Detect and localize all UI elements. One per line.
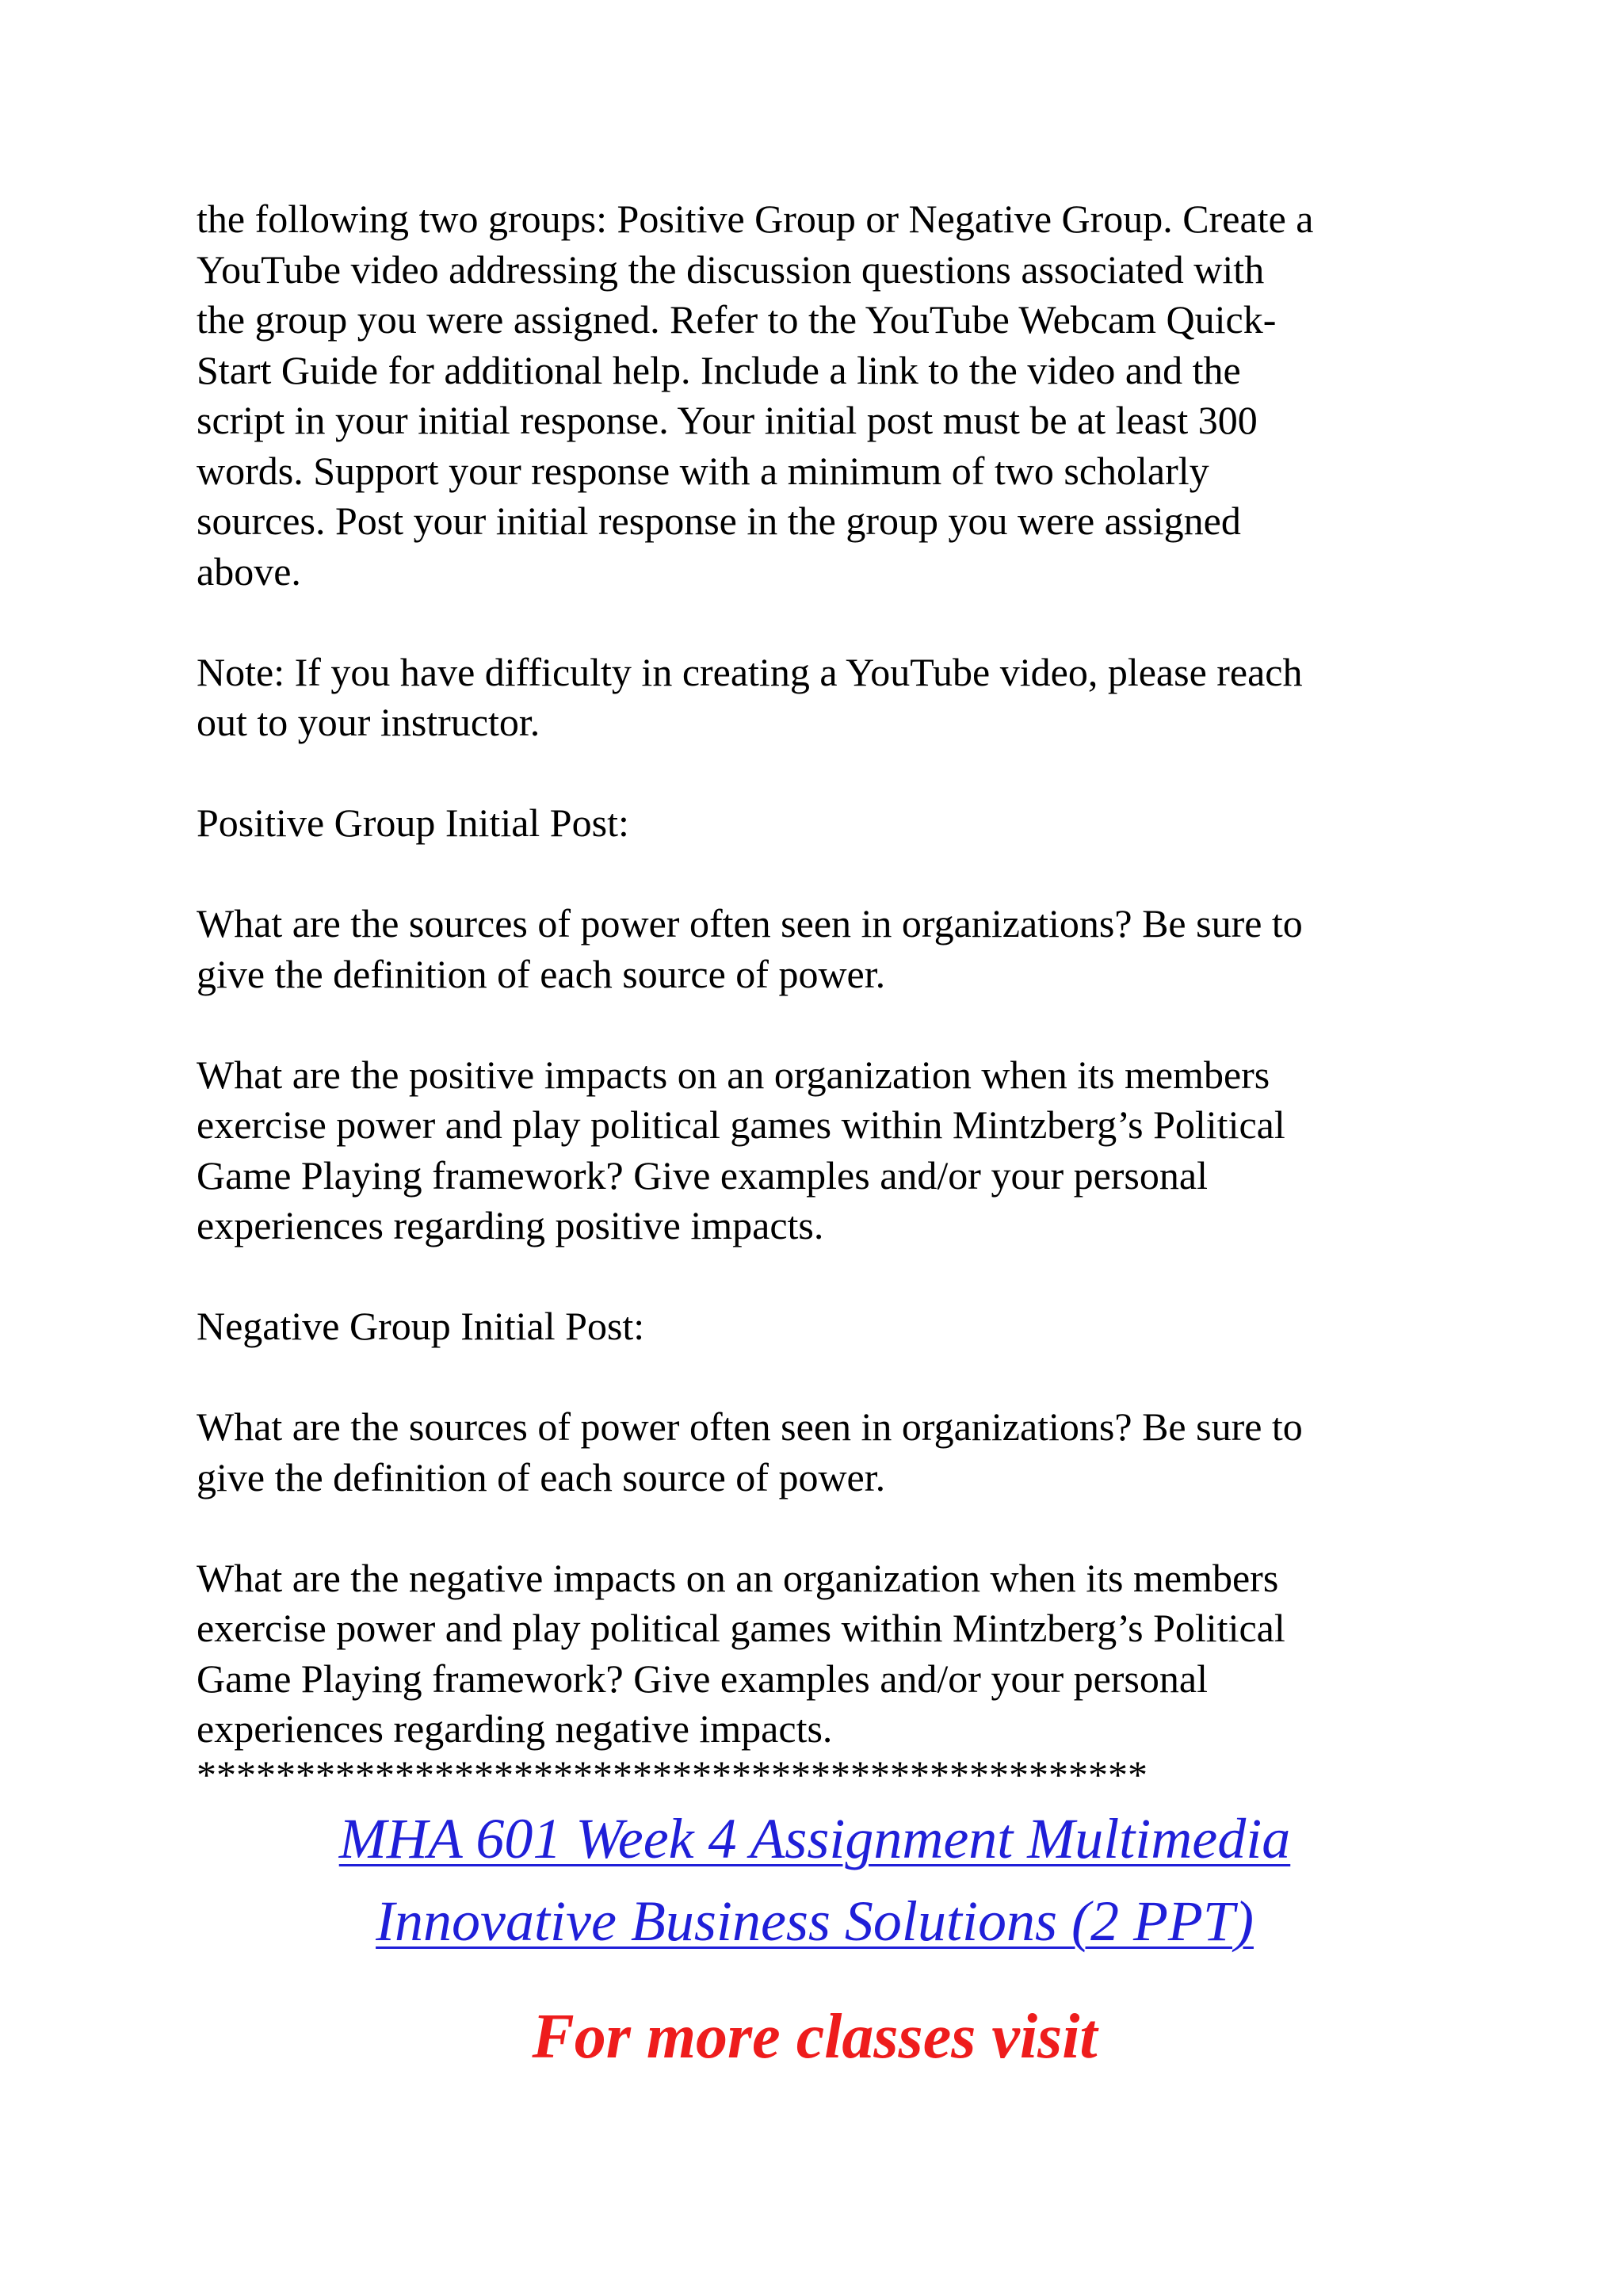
intro-paragraph: the following two groups: Positive Group or Negative Group. Create a YouTube video addressing the discussion questions associated with the group you were assigned. Refer to the YouTube Webcam Quick- Start Guide for additional help. Include a link to the video and the script in your initial response. Your initial post must be at least 300 words. Support your response with a minimum of two scholarly sources. Post your initial response in the group you were assigned above. — [197, 197, 1314, 594]
negative-question-1: What are the sources of power often seen in organizations? Be sure to give the definition of each source of power. — [197, 1404, 1303, 1499]
document-body — [197, 194, 1449, 1794]
positive-question-1: What are the sources of power often seen in organizations? Be sure to give the definition of each source of power. — [197, 901, 1303, 996]
note-paragraph: Note: If you have difficulty in creating a YouTube video, please reach out to your instructor. — [197, 649, 1303, 744]
assignment-link[interactable] — [197, 1797, 1433, 1962]
assignment-link-line-1[interactable]: MHA 601 Week 4 Assignment Multimedia — [338, 1807, 1291, 1870]
promo-heading: For more classes visit — [532, 2002, 1098, 2072]
asterisk-separator: ************************************************ — [197, 1754, 1148, 1794]
negative-group-heading: Negative Group Initial Post: — [197, 1304, 645, 1348]
positive-question-2: What are the positive impacts on an organization when its members exercise power and play political games within Mintzberg’s Political Game Playing framework? Give examples and/or your personal experiences regarding positive impacts. — [197, 1052, 1285, 1247]
negative-question-2: What are the negative impacts on an organization when its members exercise power and play political games within Mintzberg’s Political Game Playing framework? Give examples and/or your personal experiences regarding negative impacts. — [197, 1555, 1285, 1751]
positive-group-heading: Positive Group Initial Post: — [197, 800, 629, 845]
assignment-link-line-2[interactable]: Innovative Business Solutions (2 PPT) — [376, 1889, 1254, 1953]
